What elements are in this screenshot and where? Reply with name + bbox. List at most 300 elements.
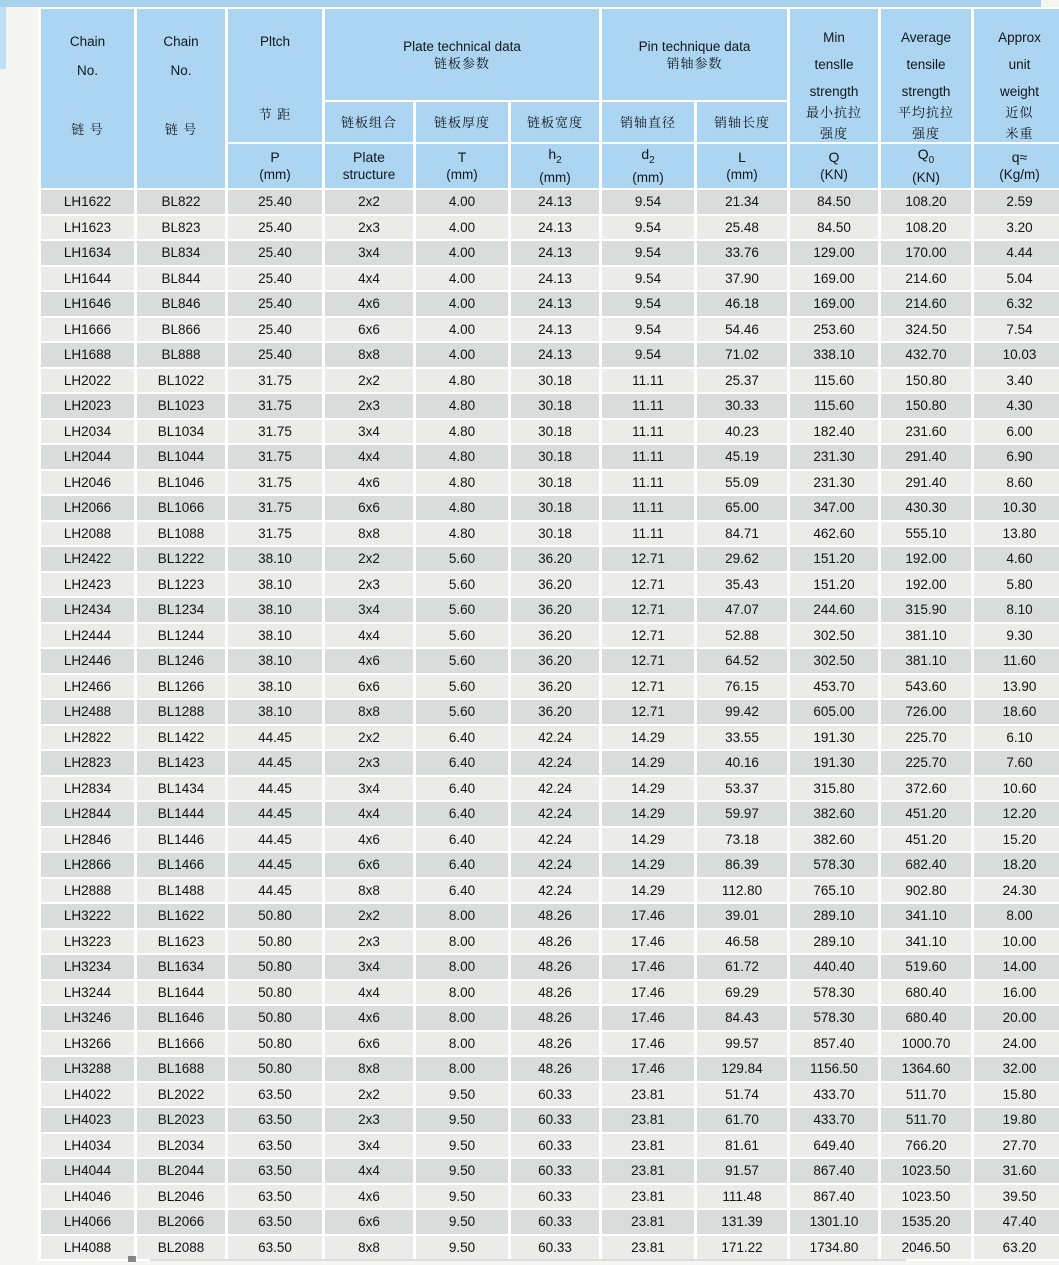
cell-chain-no-lh: LH2066 — [41, 496, 134, 520]
cell-unit-weight: 4.30 — [974, 394, 1059, 418]
table-row — [41, 828, 1059, 852]
cell-plate-width: 48.26 — [511, 930, 599, 954]
cell-chain-no-lh: LH2888 — [41, 879, 134, 903]
cell-chain-no-bl: BL1688 — [137, 1057, 225, 1081]
cell-pitch: 25.40 — [228, 343, 322, 367]
header-symbol-plate-width — [511, 144, 599, 188]
cell-plate-structure: 4x6 — [325, 1185, 413, 1209]
cell-unit-weight: 15.20 — [974, 828, 1059, 852]
cell-plate-structure: 4x4 — [325, 445, 413, 469]
cell-plate-structure: 6x6 — [325, 318, 413, 342]
cell-plate-width: 48.26 — [511, 1032, 599, 1056]
cell-chain-no-lh: LH1644 — [41, 267, 134, 291]
cell-pin-length: 40.16 — [697, 751, 787, 775]
cell-chain-no-lh: LH2444 — [41, 624, 134, 648]
cell-pitch: 31.75 — [228, 496, 322, 520]
cell-plate-structure: 4x4 — [325, 624, 413, 648]
cell-chain-no-lh: LH4044 — [41, 1159, 134, 1183]
cell-pitch: 50.80 — [228, 955, 322, 979]
cell-plate-structure: 3x4 — [325, 241, 413, 265]
cell-chain-no-lh: LH3244 — [41, 981, 134, 1005]
cell-unit-weight: 24.30 — [974, 879, 1059, 903]
header-symbol-thickness — [416, 144, 508, 188]
cell-plate-structure: 2x2 — [325, 190, 413, 214]
cell-unit-weight: 47.40 — [974, 1210, 1059, 1234]
cell-min-tensile: 338.10 — [790, 343, 878, 367]
en-line: strength — [901, 84, 951, 99]
cell-chain-no-bl: BL1222 — [137, 547, 225, 571]
cell-avg-tensile: 1000.70 — [881, 1032, 971, 1056]
cell-plate-thickness: 9.50 — [416, 1108, 508, 1132]
cell-plate-structure: 3x4 — [325, 955, 413, 979]
table-row — [41, 675, 1059, 699]
table-row — [41, 343, 1059, 367]
cell-plate-thickness: 4.80 — [416, 420, 508, 444]
cell-pin-length: 46.58 — [697, 930, 787, 954]
cell-plate-width: 30.18 — [511, 471, 599, 495]
cell-avg-tensile: 214.60 — [881, 267, 971, 291]
table-row — [41, 369, 1059, 393]
cell-pin-length: 46.18 — [697, 292, 787, 316]
cell-plate-width: 60.33 — [511, 1108, 599, 1132]
cell-unit-weight: 10.60 — [974, 777, 1059, 801]
cell-plate-width: 36.20 — [511, 624, 599, 648]
cell-min-tensile: 433.70 — [790, 1083, 878, 1107]
cell-pin-length: 55.09 — [697, 471, 787, 495]
cell-pitch: 38.10 — [228, 547, 322, 571]
cell-avg-tensile: 341.10 — [881, 904, 971, 928]
table-row — [41, 1057, 1059, 1081]
cell-plate-width: 36.20 — [511, 675, 599, 699]
table-row — [41, 573, 1059, 597]
table-row — [41, 1083, 1059, 1107]
cell-avg-tensile: 430.30 — [881, 496, 971, 520]
symbol-text: Q — [828, 149, 840, 165]
cell-min-tensile: 578.30 — [790, 981, 878, 1005]
cell-min-tensile: 182.40 — [790, 420, 878, 444]
cell-pin-diameter: 23.81 — [602, 1236, 694, 1260]
cell-min-tensile: 867.40 — [790, 1185, 878, 1209]
cell-chain-no-lh: LH3288 — [41, 1057, 134, 1081]
header-pin-group — [602, 9, 787, 100]
cell-avg-tensile: 324.50 — [881, 318, 971, 342]
cell-pin-length: 111.48 — [697, 1185, 787, 1209]
cell-plate-structure: 2x2 — [325, 369, 413, 393]
cell-unit-weight: 20.00 — [974, 1006, 1059, 1030]
cell-plate-thickness: 4.00 — [416, 267, 508, 291]
cell-pin-length: 54.46 — [697, 318, 787, 342]
cell-pin-length: 112.80 — [697, 879, 787, 903]
cell-plate-width: 60.33 — [511, 1185, 599, 1209]
cell-min-tensile: 347.00 — [790, 496, 878, 520]
cell-min-tensile: 289.10 — [790, 904, 878, 928]
cell-min-tensile: 857.40 — [790, 1032, 878, 1056]
cell-avg-tensile: 1023.50 — [881, 1185, 971, 1209]
table-row — [41, 1159, 1059, 1183]
cell-plate-width: 24.13 — [511, 292, 599, 316]
cell-min-tensile: 765.10 — [790, 879, 878, 903]
cell-plate-thickness: 8.00 — [416, 981, 508, 1005]
cell-unit-weight: 6.10 — [974, 726, 1059, 750]
cell-pin-diameter: 11.11 — [602, 471, 694, 495]
cell-avg-tensile: 291.40 — [881, 445, 971, 469]
cell-unit-weight: 4.60 — [974, 547, 1059, 571]
cell-pin-length: 21.34 — [697, 190, 787, 214]
cell-chain-no-bl: BL1266 — [137, 675, 225, 699]
cell-pin-length: 69.29 — [697, 981, 787, 1005]
cell-avg-tensile: 341.10 — [881, 930, 971, 954]
cell-unit-weight: 6.32 — [974, 292, 1059, 316]
header-pitch — [228, 9, 322, 142]
cell-chain-no-bl: BL1066 — [137, 496, 225, 520]
cn-line: 链板参数 — [433, 55, 490, 71]
cell-avg-tensile: 192.00 — [881, 547, 971, 571]
cell-unit-weight: 3.40 — [974, 369, 1059, 393]
header-symbol-pin-diameter — [602, 144, 694, 188]
cell-pitch: 50.80 — [228, 930, 322, 954]
cell-pin-length: 84.43 — [697, 1006, 787, 1030]
cell-unit-weight: 12.20 — [974, 802, 1059, 826]
cell-plate-thickness: 4.00 — [416, 343, 508, 367]
cell-pitch: 25.40 — [228, 241, 322, 265]
cell-plate-width: 36.20 — [511, 547, 599, 571]
table-row — [41, 879, 1059, 903]
cell-pin-diameter: 11.11 — [602, 420, 694, 444]
cell-plate-thickness: 4.00 — [416, 318, 508, 342]
cell-avg-tensile: 451.20 — [881, 802, 971, 826]
cell-plate-thickness: 6.40 — [416, 751, 508, 775]
header-approx-weight — [974, 9, 1059, 142]
cell-min-tensile: 315.80 — [790, 777, 878, 801]
cell-pin-diameter: 17.46 — [602, 930, 694, 954]
cell-unit-weight: 8.60 — [974, 471, 1059, 495]
cell-unit-weight: 2.59 — [974, 190, 1059, 214]
cell-plate-structure: 4x6 — [325, 292, 413, 316]
cell-chain-no-bl: BL1646 — [137, 1006, 225, 1030]
cell-pitch: 63.50 — [228, 1134, 322, 1158]
cell-pitch: 44.45 — [228, 802, 322, 826]
cell-chain-no-bl: BL1023 — [137, 394, 225, 418]
table-row — [41, 1108, 1059, 1132]
unit-text: (Kg/m) — [999, 167, 1040, 182]
cell-plate-structure: 4x4 — [325, 1159, 413, 1183]
cell-chain-no-lh: LH2022 — [41, 369, 134, 393]
table-row — [41, 930, 1059, 954]
en-line: unit — [1008, 57, 1031, 72]
cell-pin-length: 29.62 — [697, 547, 787, 571]
cell-unit-weight: 8.00 — [974, 904, 1059, 928]
cell-plate-width: 42.24 — [511, 726, 599, 750]
cell-pin-length: 86.39 — [697, 853, 787, 877]
table-row — [41, 216, 1059, 240]
cell-unit-weight: 10.30 — [974, 496, 1059, 520]
cell-unit-weight: 7.60 — [974, 751, 1059, 775]
header-symbol-avg-tensile — [881, 144, 971, 188]
cell-min-tensile: 302.50 — [790, 649, 878, 673]
cell-chain-no-bl: BL1044 — [137, 445, 225, 469]
cell-min-tensile: 115.60 — [790, 369, 878, 393]
cell-plate-width: 48.26 — [511, 904, 599, 928]
sub-header-label: 销轴直径 — [619, 114, 676, 130]
cell-plate-thickness: 9.50 — [416, 1236, 508, 1260]
cell-avg-tensile: 1535.20 — [881, 1210, 971, 1234]
cell-plate-width: 30.18 — [511, 420, 599, 444]
cell-min-tensile: 578.30 — [790, 1006, 878, 1030]
cell-plate-thickness: 8.00 — [416, 904, 508, 928]
cell-chain-no-lh: LH3223 — [41, 930, 134, 954]
cell-pitch: 44.45 — [228, 828, 322, 852]
cell-plate-thickness: 5.60 — [416, 547, 508, 571]
cell-unit-weight: 15.80 — [974, 1083, 1059, 1107]
en-line: Pin technique data — [638, 38, 751, 54]
cell-chain-no-bl: BL866 — [137, 318, 225, 342]
cell-plate-thickness: 8.00 — [416, 1032, 508, 1056]
cell-plate-thickness: 8.00 — [416, 1006, 508, 1030]
cell-chain-no-lh: LH2466 — [41, 675, 134, 699]
cell-pin-diameter: 23.81 — [602, 1159, 694, 1183]
cell-unit-weight: 5.80 — [974, 573, 1059, 597]
cell-chain-no-bl: BL834 — [137, 241, 225, 265]
table-row — [41, 522, 1059, 546]
cell-chain-no-lh: LH2423 — [41, 573, 134, 597]
cell-avg-tensile: 381.10 — [881, 624, 971, 648]
cell-chain-no-lh: LH4046 — [41, 1185, 134, 1209]
cell-pin-length: 73.18 — [697, 828, 787, 852]
cell-chain-no-bl: BL1423 — [137, 751, 225, 775]
cell-min-tensile: 151.20 — [790, 547, 878, 571]
cell-plate-width: 60.33 — [511, 1134, 599, 1158]
cell-pin-length: 25.48 — [697, 216, 787, 240]
cell-pitch: 44.45 — [228, 751, 322, 775]
cell-min-tensile: 191.30 — [790, 751, 878, 775]
en-line: tenslle — [814, 57, 854, 72]
cell-avg-tensile: 170.00 — [881, 241, 971, 265]
cell-min-tensile: 605.00 — [790, 700, 878, 724]
cell-unit-weight: 9.30 — [974, 624, 1059, 648]
cell-plate-width: 24.13 — [511, 190, 599, 214]
cell-pitch: 31.75 — [228, 420, 322, 444]
cell-pin-diameter: 23.81 — [602, 1185, 694, 1209]
cell-pitch: 63.50 — [228, 1108, 322, 1132]
table-row — [41, 420, 1059, 444]
cell-pin-diameter: 12.71 — [602, 547, 694, 571]
cell-plate-thickness: 4.00 — [416, 190, 508, 214]
cell-plate-width: 24.13 — [511, 267, 599, 291]
cell-pin-length: 129.84 — [697, 1057, 787, 1081]
cell-pitch: 31.75 — [228, 471, 322, 495]
table-row — [41, 777, 1059, 801]
cell-pin-diameter: 17.46 — [602, 981, 694, 1005]
cell-pitch: 50.80 — [228, 1057, 322, 1081]
cell-chain-no-lh: LH2034 — [41, 420, 134, 444]
cell-pin-length: 99.57 — [697, 1032, 787, 1056]
cell-min-tensile: 302.50 — [790, 624, 878, 648]
table-row — [41, 241, 1059, 265]
cell-chain-no-lh: LH1666 — [41, 318, 134, 342]
cell-avg-tensile: 680.40 — [881, 1006, 971, 1030]
cell-plate-thickness: 4.00 — [416, 292, 508, 316]
cell-plate-width: 24.13 — [511, 241, 599, 265]
table-row — [41, 624, 1059, 648]
en-line: strength — [809, 84, 859, 99]
cell-chain-no-bl: BL2044 — [137, 1159, 225, 1183]
cell-pin-diameter: 14.29 — [602, 777, 694, 801]
cell-avg-tensile: 108.20 — [881, 216, 971, 240]
cell-avg-tensile: 2046.50 — [881, 1236, 971, 1260]
cell-min-tensile: 253.60 — [790, 318, 878, 342]
cell-chain-no-bl: BL2088 — [137, 1236, 225, 1260]
cell-chain-no-lh: LH2866 — [41, 853, 134, 877]
cell-plate-structure: 8x8 — [325, 1236, 413, 1260]
cell-plate-structure: 4x6 — [325, 649, 413, 673]
cn-line: 链 号 — [164, 122, 198, 137]
cell-plate-width: 42.24 — [511, 853, 599, 877]
cell-plate-width: 48.26 — [511, 955, 599, 979]
cell-plate-width: 30.18 — [511, 445, 599, 469]
cell-unit-weight: 27.70 — [974, 1134, 1059, 1158]
cell-chain-no-lh: LH2834 — [41, 777, 134, 801]
cell-chain-no-lh: LH2488 — [41, 700, 134, 724]
cell-chain-no-bl: BL1422 — [137, 726, 225, 750]
cell-chain-no-bl: BL1088 — [137, 522, 225, 546]
en-line: Plate technical data — [403, 38, 521, 54]
cell-plate-structure: 2x2 — [325, 904, 413, 928]
cell-plate-width: 48.26 — [511, 1057, 599, 1081]
table-row — [41, 955, 1059, 979]
table-row — [41, 981, 1059, 1005]
cell-plate-thickness: 8.00 — [416, 955, 508, 979]
page-edge-artifact — [0, 7, 6, 69]
cell-pin-length: 47.07 — [697, 598, 787, 622]
cell-pin-diameter: 14.29 — [602, 802, 694, 826]
cell-chain-no-bl: BL1234 — [137, 598, 225, 622]
cell-pitch: 38.10 — [228, 649, 322, 673]
cell-min-tensile: 453.70 — [790, 675, 878, 699]
en-line: Approx — [998, 30, 1041, 45]
cell-pin-length: 25.37 — [697, 369, 787, 393]
cell-chain-no-lh: LH2846 — [41, 828, 134, 852]
cell-avg-tensile: 315.90 — [881, 598, 971, 622]
cell-chain-no-bl: BL1223 — [137, 573, 225, 597]
cell-chain-no-lh: LH4066 — [41, 1210, 134, 1234]
symbol-text: $d_2$ — [641, 146, 655, 166]
cell-chain-no-bl: BL1466 — [137, 853, 225, 877]
cell-unit-weight: 13.90 — [974, 675, 1059, 699]
cell-plate-structure: 4x6 — [325, 471, 413, 495]
header-plate-width-cn — [511, 102, 599, 142]
cell-pin-diameter: 11.11 — [602, 522, 694, 546]
unit-text: (mm) — [632, 169, 664, 185]
cell-plate-structure: 8x8 — [325, 879, 413, 903]
cell-chain-no-lh: LH2434 — [41, 598, 134, 622]
cell-chain-no-lh: LH2422 — [41, 547, 134, 571]
cell-plate-structure: 6x6 — [325, 496, 413, 520]
symbol-text: Plate — [353, 149, 385, 165]
cell-pitch: 31.75 — [228, 522, 322, 546]
cell-min-tensile: 867.40 — [790, 1159, 878, 1183]
cell-pitch: 25.40 — [228, 216, 322, 240]
en-line: Average — [900, 30, 952, 45]
cell-pin-diameter: 23.81 — [602, 1210, 694, 1234]
cell-chain-no-lh: LH1646 — [41, 292, 134, 316]
cn-line: 销轴参数 — [666, 55, 723, 71]
cell-chain-no-bl: BL1644 — [137, 981, 225, 1005]
cn-line: 强度 — [819, 126, 848, 141]
cell-chain-no-bl: BL1288 — [137, 700, 225, 724]
cell-plate-structure: 4x6 — [325, 1006, 413, 1030]
cell-pin-diameter: 9.54 — [602, 267, 694, 291]
cell-chain-no-bl: BL1666 — [137, 1032, 225, 1056]
table-header — [41, 9, 1059, 188]
en-line: Chain — [163, 34, 199, 49]
table-row — [41, 700, 1059, 724]
cell-chain-no-bl: BL2023 — [137, 1108, 225, 1132]
cell-plate-structure: 2x2 — [325, 547, 413, 571]
cell-pin-diameter: 12.71 — [602, 598, 694, 622]
cell-pin-diameter: 17.46 — [602, 904, 694, 928]
cell-min-tensile: 1734.80 — [790, 1236, 878, 1260]
cell-plate-thickness: 6.40 — [416, 777, 508, 801]
cell-pin-length: 171.22 — [697, 1236, 787, 1260]
cell-pin-length: 33.76 — [697, 241, 787, 265]
cell-min-tensile: 231.30 — [790, 445, 878, 469]
cell-unit-weight: 3.20 — [974, 216, 1059, 240]
header-pin-diameter-cn — [602, 102, 694, 142]
table-row — [41, 598, 1059, 622]
cell-pitch: 63.50 — [228, 1185, 322, 1209]
cell-avg-tensile: 682.40 — [881, 853, 971, 877]
cell-chain-no-lh: LH2023 — [41, 394, 134, 418]
cn-line: 强度 — [911, 126, 940, 141]
table-row — [41, 318, 1059, 342]
sub-header-label: 链板宽度 — [526, 114, 583, 130]
cell-min-tensile: 84.50 — [790, 190, 878, 214]
cell-plate-thickness: 6.40 — [416, 802, 508, 826]
cell-plate-width: 48.26 — [511, 1006, 599, 1030]
cell-unit-weight: 5.04 — [974, 267, 1059, 291]
cell-chain-no-lh: LH4034 — [41, 1134, 134, 1158]
cell-pitch: 63.50 — [228, 1159, 322, 1183]
cell-pitch: 31.75 — [228, 369, 322, 393]
cell-chain-no-bl: BL1623 — [137, 930, 225, 954]
cell-plate-thickness: 9.50 — [416, 1083, 508, 1107]
cell-pin-diameter: 14.29 — [602, 828, 694, 852]
cell-pin-length: 45.19 — [697, 445, 787, 469]
table-row — [41, 904, 1059, 928]
cell-chain-no-bl: BL888 — [137, 343, 225, 367]
cell-pin-length: 65.00 — [697, 496, 787, 520]
symbol-text: $Q_0$ — [917, 146, 935, 166]
cn-line: 平均抗拉 — [897, 105, 954, 120]
cell-plate-thickness: 4.80 — [416, 445, 508, 469]
cell-plate-width: 60.33 — [511, 1210, 599, 1234]
cell-plate-thickness: 4.80 — [416, 522, 508, 546]
cell-pin-diameter: 9.54 — [602, 292, 694, 316]
cell-avg-tensile: 225.70 — [881, 751, 971, 775]
cell-min-tensile: 382.60 — [790, 828, 878, 852]
table-row — [41, 853, 1059, 877]
cut-off-text-blob — [128, 1256, 136, 1262]
cell-min-tensile: 231.30 — [790, 471, 878, 495]
cell-pitch: 25.40 — [228, 318, 322, 342]
cell-plate-thickness: 8.00 — [416, 1057, 508, 1081]
cell-plate-structure: 4x4 — [325, 802, 413, 826]
cell-pin-length: 37.90 — [697, 267, 787, 291]
cell-pin-diameter: 11.11 — [602, 445, 694, 469]
cell-chain-no-bl: BL1046 — [137, 471, 225, 495]
cell-pin-diameter: 12.71 — [602, 573, 694, 597]
cell-pin-diameter: 12.71 — [602, 649, 694, 673]
